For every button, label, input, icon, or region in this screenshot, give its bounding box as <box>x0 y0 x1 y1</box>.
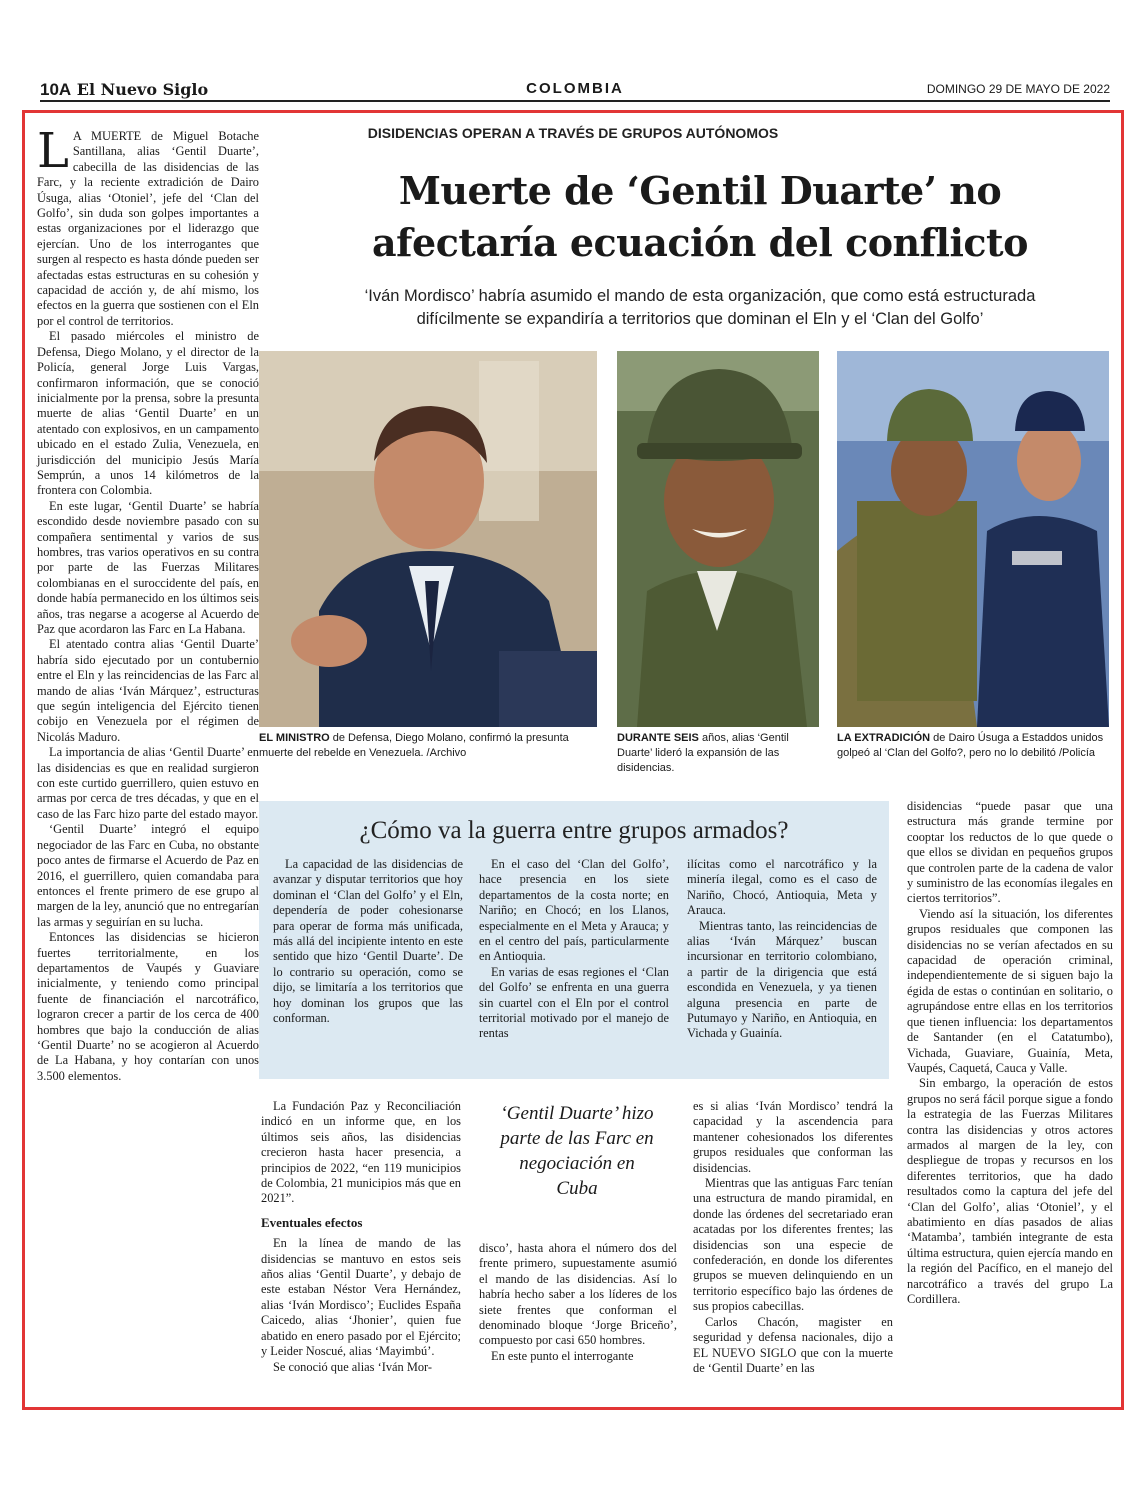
sidebar-box <box>259 801 889 1079</box>
paragraph: La importancia de alias ‘Gentil Duarte’ en las disidencias es que en realidad surgieron con este curtido guerrillero, quien estuvo en armas por cerca de tres décadas, y que en el caso de las Farc hizo parte del estado mayor. <box>37 745 259 821</box>
pull-quote: ‘Gentil Duarte’ hizo parte de las Farc en negociación en Cuba <box>500 1103 654 1199</box>
photo-caption-1: EL MINISTRO de Defensa, Diego Molano, confirmó la presunta muerte del rebelde en Venezuela. /Archivo <box>259 732 569 759</box>
paragraph: La capacidad de las disidencias de avanzar y disputar territorios que hoy dominan el ‘Clan del Golfo’ y el Eln, dependería de poder cohesionarse para operar de forma más unificada, más allá del incipiente intento en este sentido que hizo ‘Gentil Duarte’. De lo contrario su operación, como se dijo, se limitaría a los territorios que hoy dominan los grupos que las conforman. <box>273 857 463 1026</box>
paragraph: Entonces las disidencias se hicieron fuertes territorialmente, en los departamentos de Vaupés y Guaviare inicialmente, y teniendo como principal fuente de financiación el narcotráfico, lograron crecer a partir de los cerca de 400 hombres que bajo la conducción de alias ‘Gentil Duarte’ no se acogieron al Acuerdo de La Habana, y hoy contarían con unos 3.500 elementos. <box>37 930 259 1083</box>
article-frame <box>22 110 1124 1410</box>
paragraph: En la línea de mando de las disidencias se mantuvo en estos seis años alias ‘Gentil Duarte’, y debajo de este estaban Néstor Vera Hernández, alias ‘Iván Mordisco’; Euclides España Caicedo, alias ‘Jhonier’, quien fue abatido en enero pasado por el Ejército; y Leider Noscué, alias ‘Mayimbú’. <box>261 1236 461 1359</box>
paragraph: El pasado miércoles el ministro de Defensa, Diego Molano, y el director de la Policía, general Jorge Luis Vargas, confirmaron información, que se conoció inicialmente por la prensa, sobre la presunta muerte de alias ‘Gentil Duarte’ en un atentado con explosivos, en un campamento ubicado en el estado Zulia, Venezuela, en jurisdicción del municipio Jesús María Semprún, a unos 14 kilómetros de la frontera con Colombia. <box>37 329 259 498</box>
box-column-2 <box>479 857 669 1042</box>
paragraph: En varias de esas regiones el ‘Clan del Golfo’ se enfrenta en una guerra sin cuartel con el Eln por el control territorial motivado por el manejo de rentas <box>479 964 669 1041</box>
paragraph: Mientras que las antiguas Farc tenían una estructura de mando piramidal, en donde las órdenes del secretariado eran acatadas por los diferentes frentes; las disidencias son una especie de confederación, en donde los diferentes grupos se mueven delinquiendo en un territorio específico bajo las órdenes de sus propios cabecillas. <box>693 1176 893 1314</box>
paragraph: L A MUERTE de Miguel Botache Santillana, alias ‘Gentil Duarte’, cabecilla de las disidencias de las Farc, y la reciente extradición de Dairo Úsuga, alias ‘Otoniel’, jefe del ‘Clan del Golfo’, sin duda son golpes importantes a estas organizaciones por el liderazgo que ejercían. Uno de los interrogantes que surgen al respecto es hasta dónde pueden ser afectadas estas estructuras en su cohesión y capacidad de acción y, de ahí mismo, los efectos en la guerra que sostienen con el Eln por el control de territorios. <box>37 123 259 328</box>
drop-cap: L <box>37 123 69 179</box>
left-column <box>37 123 259 1084</box>
paragraph: Sin embargo, la operación de estos grupos no será fácil porque sigue a fondo la estrategia de las Fuerzas Militares contra las disidencias y otros actores armados al margen de la ley, con despliegue de tropas y recursos en los diferentes territorios, que ha dado resultados como la captura del jefe del ‘Clan del Golfo’, alias ‘Otoniel’, y el abatimiento en días pasados de alias ‘Matamba’, también integrante de esta última estructura, quien ejercía mando en la región del Pacífico, en el manejo del narcotráfico a través del grupo La Cordillera. <box>907 1076 1113 1306</box>
headline: Muerte de ‘Gentil Duarte’ no afectaría ecuación del conflicto <box>372 168 1028 265</box>
paragraph: En el caso del ‘Clan del Golfo’, hace presencia en los siete departamentos de la costa norte; en Nariño; en Chocó; en los Llanos, especialmente en el Meta y Arauca; y en el centro del país, particularmente en Antioquia. <box>479 857 669 964</box>
paragraph: Se conoció que alias ‘Iván Mor- <box>273 1359 433 1374</box>
paragraph: disco’, hasta ahora el número dos del frente primero, supuestamente asumió el mando de las disidencias. Así lo habría hecho saber a los líderes de los siete frentes que conforman el denominado bloque ‘Jorge Briceño’, compuesto por casi 650 hombres. <box>479 1241 677 1348</box>
paragraph: En este punto el interrogante <box>491 1348 634 1363</box>
subheadline: ‘Iván Mordisco’ habría asumido el mando de esta organización, que como está estructurada difícilmente se expandiría a territorios que dominan el Eln y el ‘Clan del Golfo’ <box>364 287 1036 328</box>
page-number-masthead: 10A El Nuevo Siglo <box>40 80 209 99</box>
paragraph: disidencias “puede pasar que una estructura más grande termine por cooptar los reductos de lo que quede o que ellos se dividan en pequeños grupos que controlen parte de la cadena de valor y suministro de las economías ilegales en ciertos territorios”. <box>907 799 1113 906</box>
paragraph: Viendo así la situación, los diferentes grupos residuales que componen las disidencias no se verían afectados en su capacidad de operación criminal, independientemente de si siguen bajo la égida de estas o continúan en solitario, o agrupándose entre ellas en los territorios que tienen influencia: los departamentos de Santander (en el Catatumbo), Vichada, Guaviare, Guainía, Meta, Vaupés, Caquetá, Cauca y Valle. <box>907 906 1113 1075</box>
right-column <box>907 799 1113 1307</box>
photo-gentil-duarte <box>617 351 819 727</box>
box-column-1 <box>273 857 463 1026</box>
kicker: DISIDENCIAS OPERAN A TRAVÉS DE GRUPOS AUTÓNOMOS <box>367 125 779 141</box>
page-header <box>40 80 1110 102</box>
paragraph: El atentado contra alias ‘Gentil Duarte’ habría sido ejecutado por un contubernio entre el Eln y las reincidencias de las Farc al mando de alias ‘Iván Márquez’, estructuras que según inteligencia del Ejército tienen cobijo en Venezuela por el régimen de Nicolás Maduro. <box>37 637 259 744</box>
paragraph: ‘Gentil Duarte’ integró el equipo negociador de las Farc en Cuba, no obstante poco antes de firmarse el Acuerdo de Paz en 2016, el guerrillero, quien comandaba para entonces el frente primero de ese grupo al margen de la ley, anunció que no entregarían las armas y seguirían en su lucha. <box>37 822 259 929</box>
paragraph: Mientras tanto, las reincidencias de alias ‘Iván Márquez’ buscan incursionar en territorio colombiano, a partir de la dirigencia que está escondida en Venezuela, y ya tienen alguna presencia en parte de Putumayo y Nariño, en Antioquia, en Vichada y Guainía. <box>687 918 877 1041</box>
paper-name: El Nuevo Siglo <box>76 80 209 99</box>
lower-column-2 <box>479 1241 677 1364</box>
photo-caption-3: LA EXTRADICIÓN de Dairo Úsuga a Estaddos unidos golpeó al ‘Clan del Golfo?, pero no lo debilitó /Policía <box>837 732 1104 759</box>
paragraph: Carlos Chacón, magister en seguridad y defensa nacionales, dijo a EL NUEVO SIGLO que con la muerte de ‘Gentil Duarte’ en las <box>693 1314 893 1375</box>
paragraph: ilícitas como el narcotráfico y la minería ilegal, como es el caso de Nariño, Chocó, Antioquia, Meta y Arauca. <box>687 857 877 918</box>
paragraph: En este lugar, ‘Gentil Duarte’ se habría escondido desde noviembre pasado con su compañera sentimental y varios de sus hombres, tras varios operativos en su contra por parte de las Fuerzas Militares colombianas en el suroccidente del país, en donde había permanecido en los últimos seis años, tras negarse a acogerse al Acuerdo de Paz que acordaron las Farc en La Habana. <box>37 498 259 636</box>
lower-column-1 <box>261 1099 461 1375</box>
box-title: ¿Cómo va la guerra entre grupos armados? <box>359 817 789 844</box>
lower-column-3 <box>693 1099 893 1376</box>
paragraph: es si alias ‘Iván Mordisco’ tendrá la capacidad y la ascendencia para mantener cohesionados los diferentes grupos residuales que conforman las disidencias. <box>693 1099 893 1175</box>
section-subhead: Eventuales efectos <box>261 1214 363 1230</box>
photo-otoniel-extradition <box>837 351 1109 727</box>
photo-caption-2: DURANTE SEIS años, alias ‘Gentil Duarte’ lideró la expansión de las disidencias. <box>617 732 789 774</box>
box-column-3 <box>687 857 877 1042</box>
paragraph: La Fundación Paz y Reconciliación indicó en un informe que, en los últimos seis años, las disidencias crecieron hasta hacer presencia, a principios de 2022, “en 119 municipios de Colombia, 21 municipios más que en 2021”. <box>261 1099 461 1206</box>
issue-date: DOMINGO 29 DE MAYO DE 2022 <box>926 82 1110 96</box>
section-name: COLOMBIA <box>526 80 624 97</box>
photo-minister <box>259 351 597 727</box>
